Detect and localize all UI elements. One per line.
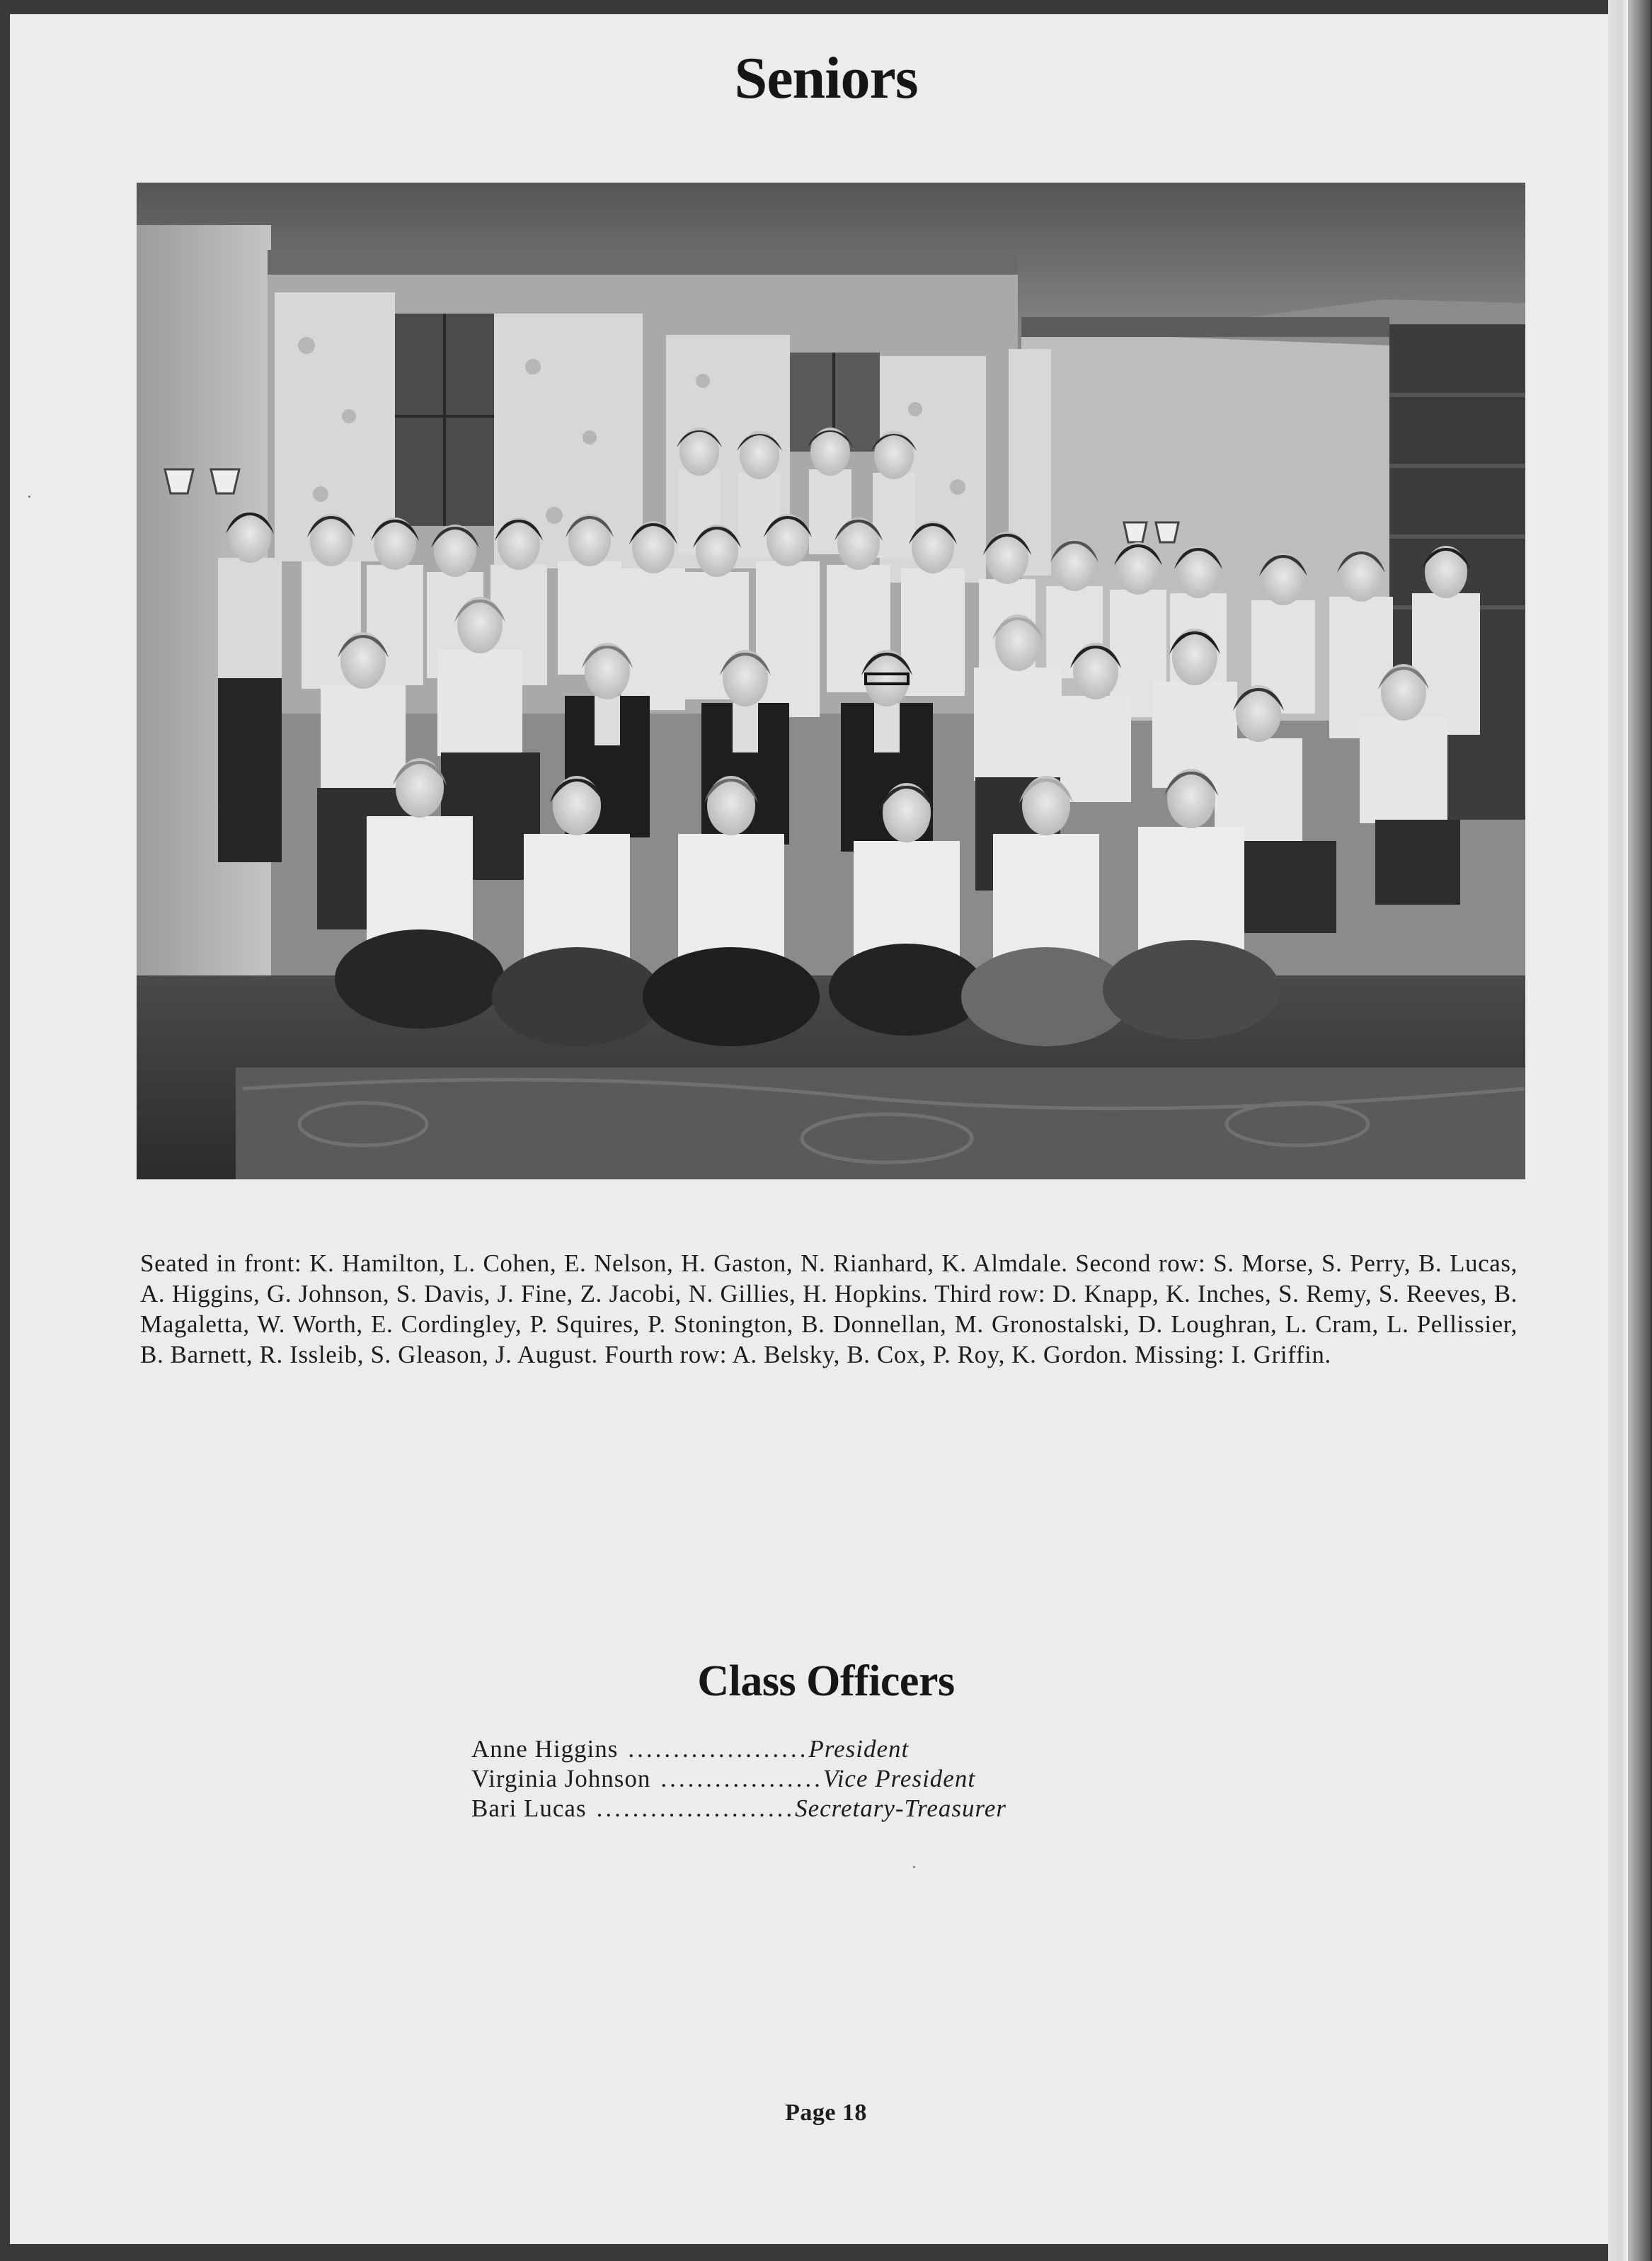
leader-dots: .................... bbox=[628, 1735, 809, 1763]
class-officers-list bbox=[471, 1735, 1208, 1824]
officer-name: Anne Higgins bbox=[471, 1735, 619, 1763]
leader-dots: ...................... bbox=[596, 1795, 796, 1822]
officer-role: Vice President bbox=[822, 1765, 976, 1792]
officer-row-vice-president bbox=[471, 1765, 1208, 1795]
officer-role: Secretary-Treasurer bbox=[795, 1795, 1007, 1822]
officer-name: Virginia Johnson bbox=[471, 1765, 651, 1792]
photo-caption: Seated in front: K. Hamilton, L. Cohen, E. Nelson, H. Gaston, N. Rianhard, K. Almdale. Second row: S. Morse, S. Perry, B. Lucas, A. Higgins, G. Johnson, S. Davis, J. Fine, Z. Jacobi, N. Gillies, H. Hopkins. Third row: D. Knapp, K. Inches, S. Remy, S. Reeves, B. Magaletta, W. Worth, E. Cordingley, P. Squires, P. Stonington, B. Donnellan, M. Gronostalski, D. Loughran, L. Cram, L. Pellissier, B. Barnett, R. Issleib, S. Gleason, J. August. Fourth row: A. Belsky, B. Cox, P. Roy, K. Gordon. Missing: I. Griffin. bbox=[140, 1249, 1518, 1368]
scan-speck bbox=[913, 1866, 915, 1868]
officer-row-president bbox=[471, 1735, 1208, 1765]
class-photo bbox=[137, 183, 1525, 1179]
page-spine-edge bbox=[1628, 0, 1652, 2261]
class-officers-heading: Class Officers bbox=[697, 1657, 955, 1705]
officer-role: President bbox=[808, 1735, 910, 1763]
officer-row-secretary-treasurer bbox=[471, 1795, 1208, 1824]
page-number: Page 18 bbox=[785, 2100, 867, 2126]
leader-dots: .................. bbox=[660, 1765, 823, 1792]
scan-speck bbox=[28, 496, 30, 498]
officer-name: Bari Lucas bbox=[471, 1795, 587, 1822]
page-title: Seniors bbox=[734, 45, 918, 111]
